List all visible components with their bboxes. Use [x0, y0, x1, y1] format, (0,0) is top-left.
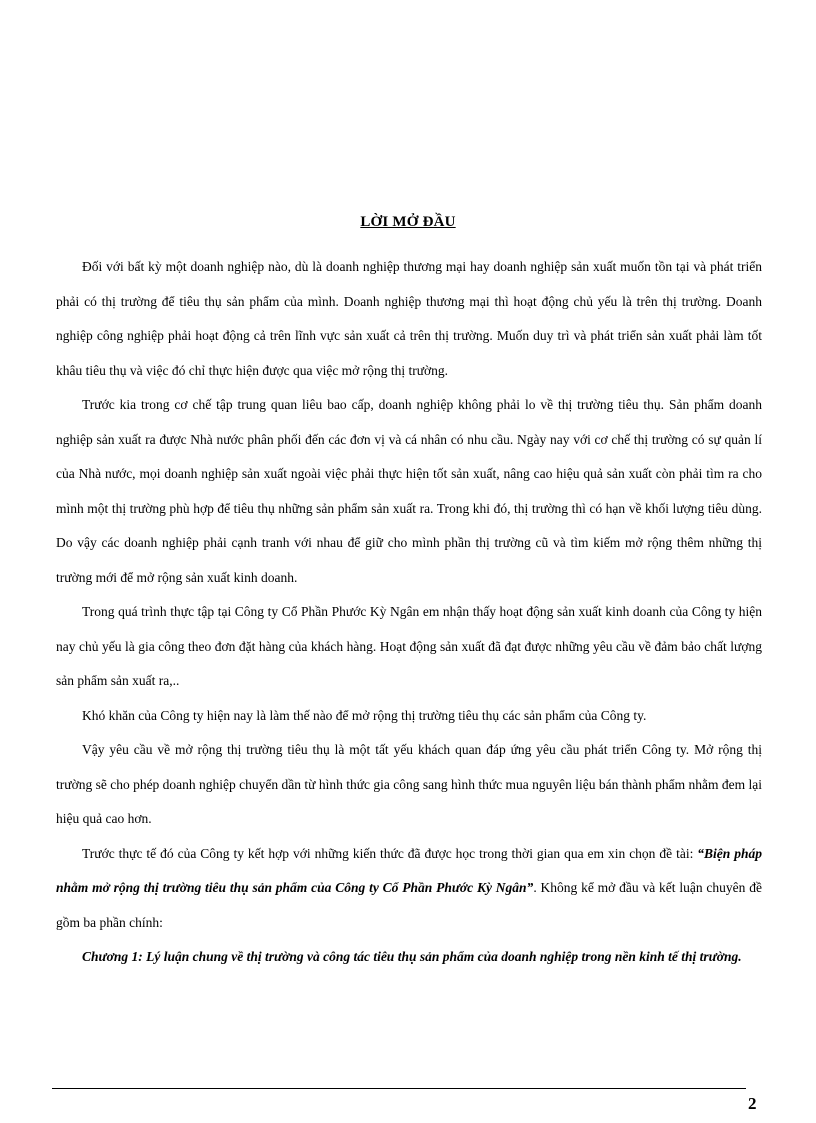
page-number: 2: [748, 1094, 757, 1113]
page-title: LỜI MỞ ĐẦU: [360, 214, 456, 230]
chapter-1-heading: Chương 1: Lý luận chung về thị trường và công tác tiêu thụ sản phẩm của doanh nghiệp trong nền kinh tế thị trường.: [82, 949, 742, 964]
topic-prefix: Trước thực tế đó của Công ty kết hợp với những kiến thức đã được học trong thời gian qua em xin chọn đề tài:: [82, 845, 698, 861]
paragraph-internship: Trong quá trình thực tập tại Công ty Cổ Phần Phước Kỳ Ngân em nhận thấy hoạt động sản xuất kinh doanh của Công ty hiện nay chủ yếu là gia công theo đơn đặt hàng của khách hàng. Hoạt động sản xuất đã đạt được những yêu cầu về đảm bảo chất lượng sản phẩm sản xuất ra,..: [56, 604, 762, 688]
topic-suffix: . Không kể mở đầu và kết luận chuyên đề gồm ba phần chính:: [56, 880, 762, 930]
paragraph-topic: [56, 837, 762, 941]
body-text: [56, 250, 762, 975]
paragraph-difficulty: Khó khăn của Công ty hiện nay là làm thế nào để mở rộng thị trường tiêu thụ các sản phẩm của Công ty.: [82, 707, 647, 723]
paragraph-intro: Đối với bất kỳ một doanh nghiệp nào, dù là doanh nghiệp thương mại hay doanh nghiệp sản xuất muốn tồn tại và phát triển phải có thị trường để tiêu thụ sản phẩm của mình. Doanh nghiệp thương mại thì hoạt động chủ yếu là trên thị trường. Doanh nghiệp công nghiệp phải hoạt động cả trên lĩnh vực sản xuất cả trên thị trường. Muốn duy trì và phát triển sản xuất phải làm tốt khâu tiêu thụ và việc đó chỉ thực hiện được qua việc mở rộng thị trường.: [56, 259, 762, 378]
footer-divider: [52, 1088, 746, 1089]
topic-title: “Biện pháp nhằm mở rộng thị trường tiêu thụ sản phẩm của Công ty Cổ Phần Phước Kỳ Ngân”: [56, 845, 762, 895]
paragraph-history: Trước kia trong cơ chế tập trung quan liêu bao cấp, doanh nghiệp không phải lo về thị trường tiêu thụ. Sản phẩm doanh nghiệp sản xuất ra được Nhà nước phân phối đến các đơn vị và cá nhân có nhu cầu. Ngày nay với cơ chế thị trường có sự quản lí của Nhà nước, mọi doanh nghiệp sản xuất ngoài việc phải thực hiện tốt sản xuất, nâng cao hiệu quả sản xuất còn phải tìm ra cho mình một thị trường phù hợp để tiêu thụ những sản phẩm sản xuất ra. Trong khi đó, thị trường thì có hạn về khối lượng tiêu dùng. Do vậy các doanh nghiệp phải cạnh tranh với nhau để giữ cho mình phần thị trường cũ và tìm kiếm mở rộng thêm những thị trường mới để mở rộng sản xuất kinh doanh.: [56, 397, 762, 585]
paragraph-requirement: Vậy yêu cầu về mở rộng thị trường tiêu thụ là một tất yếu khách quan đáp ứng yêu cầu phát triển Công ty. Mở rộng thị trường sẽ cho phép doanh nghiệp chuyển dần từ hình thức gia công sang hình thức mua nguyên liệu bán thành phẩm nhằm đem lại hiệu quả cao hơn.: [56, 742, 762, 826]
